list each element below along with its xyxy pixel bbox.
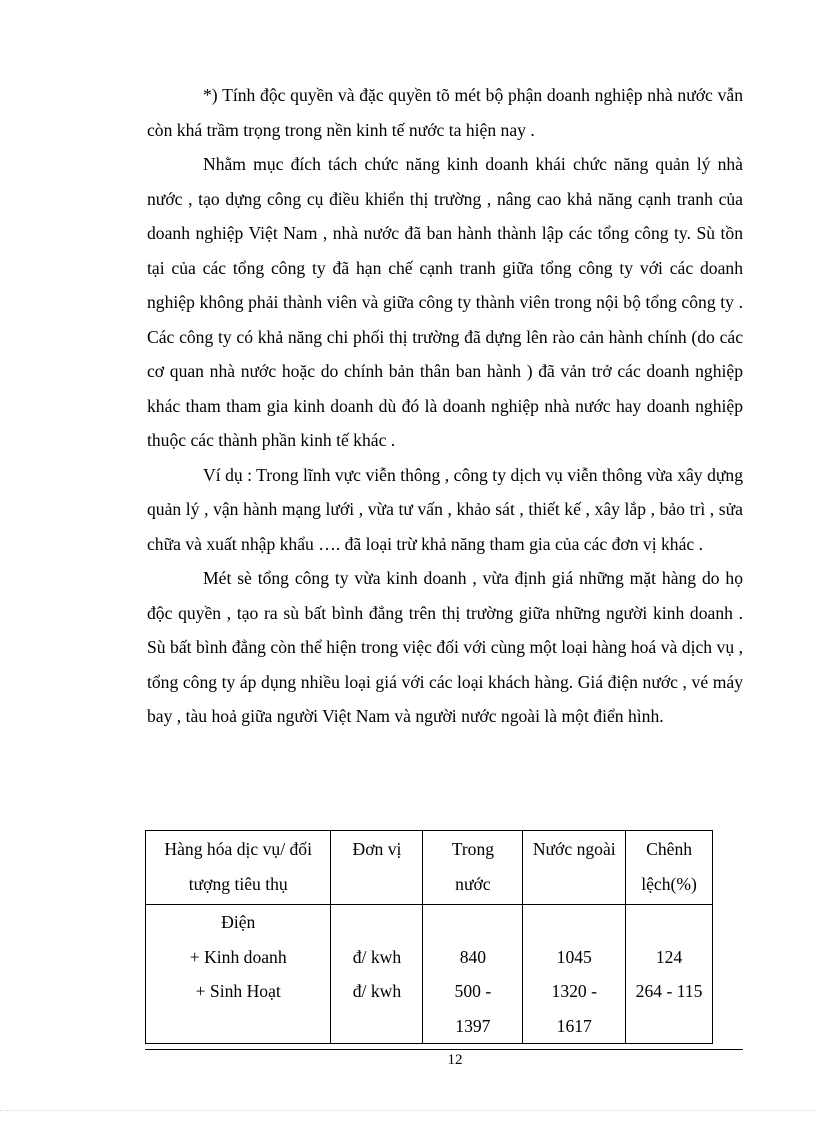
paragraph: Mét sè tổng công ty vừa kinh doanh , vừa định giá những mặt hàng do họ độc quyền , tạo ra sù bất bình đẳng trên thị trường giữa những người kinh doanh . Sù bất bình đẳng còn thể hiện trong việc đối với cùng một loại hàng hoá và dịch vụ , tổng công ty áp dụng nhiều loại giá với các loại khách hàng. Giá điện nước , vé máy bay , tàu hoả giữa người Việt Nam và người nước ngoài là một điển hình. bbox=[147, 568, 743, 726]
paragraph: Ví dụ : Trong lĩnh vực viễn thông , công ty dịch vụ viễn thông vừa xây dựng quản lý , vận hành mạng lưới , vừa tư vấn , khảo sát , thiết kế , xây lắp , bảo trì , sửa chữa và xuất nhập khẩu …. đã loại trừ khả năng tham gia của các đơn vị khác . bbox=[147, 464, 743, 554]
header-cell-unit: Đơn vị bbox=[331, 831, 423, 905]
paragraph: Nhằm mục đích tách chức năng kinh doanh khái chức năng quản lý nhà nước , tạo dựng công cụ điều khiển thị trường , nâng cao khả năng cạnh tranh của doanh nghiệp Việt Nam , nhà nước đã ban hành thành lập các tổng công ty. Sù tồn tại của các tổng công ty đã hạn chế cạnh tranh giữa tổng công ty với các doanh nghiệp không phải thành viên và giữa công ty thành viên trong nội bộ tổng công ty . Các công ty có khả năng chi phối thị trường đã dựng lên rào cản hành chính (do các cơ quan nhà nước hoặc do chính bản thân ban hành ) đã vản trở các doanh nghiệp khác tham tham gia kinh doanh dù đó là doanh nghiệp nhà nước hay doanh nghiệp thuộc các thành phần kinh tế khác . bbox=[147, 154, 743, 450]
paragraph: *) Tính độc quyền và đặc quyền tõ mét bộ phận doanh nghiệp nhà nước vẫn còn khá trầm trọng trong nền kinh tế nước ta hiện nay . bbox=[147, 85, 743, 140]
cell-foreign: 1045 1320 - 1617 bbox=[523, 905, 626, 1044]
page-number: 12 bbox=[447, 1052, 463, 1068]
cell-unit: đ/ kwh đ/ kwh bbox=[331, 905, 423, 1044]
header-cell-item: Hàng hóa dịc vụ/ đối tượng tiêu thụ bbox=[146, 831, 331, 905]
header-cell-foreign: Nước ngoài bbox=[523, 831, 626, 905]
price-comparison-table bbox=[145, 830, 713, 1044]
cell-domestic: 840 500 - 1397 bbox=[423, 905, 523, 1044]
table-row bbox=[146, 905, 713, 1044]
table-header-row bbox=[146, 831, 713, 905]
header-cell-domestic: Trong nước bbox=[423, 831, 523, 905]
cell-item: Điện + Kinh doanh + Sinh Hoạt bbox=[146, 905, 331, 1044]
page-bottom-divider bbox=[0, 1110, 816, 1111]
header-cell-difference: Chênh lệch(%) bbox=[626, 831, 713, 905]
body-text bbox=[147, 78, 743, 734]
footer-divider bbox=[145, 1049, 743, 1050]
cell-difference: 124 264 - 115 bbox=[626, 905, 713, 1044]
